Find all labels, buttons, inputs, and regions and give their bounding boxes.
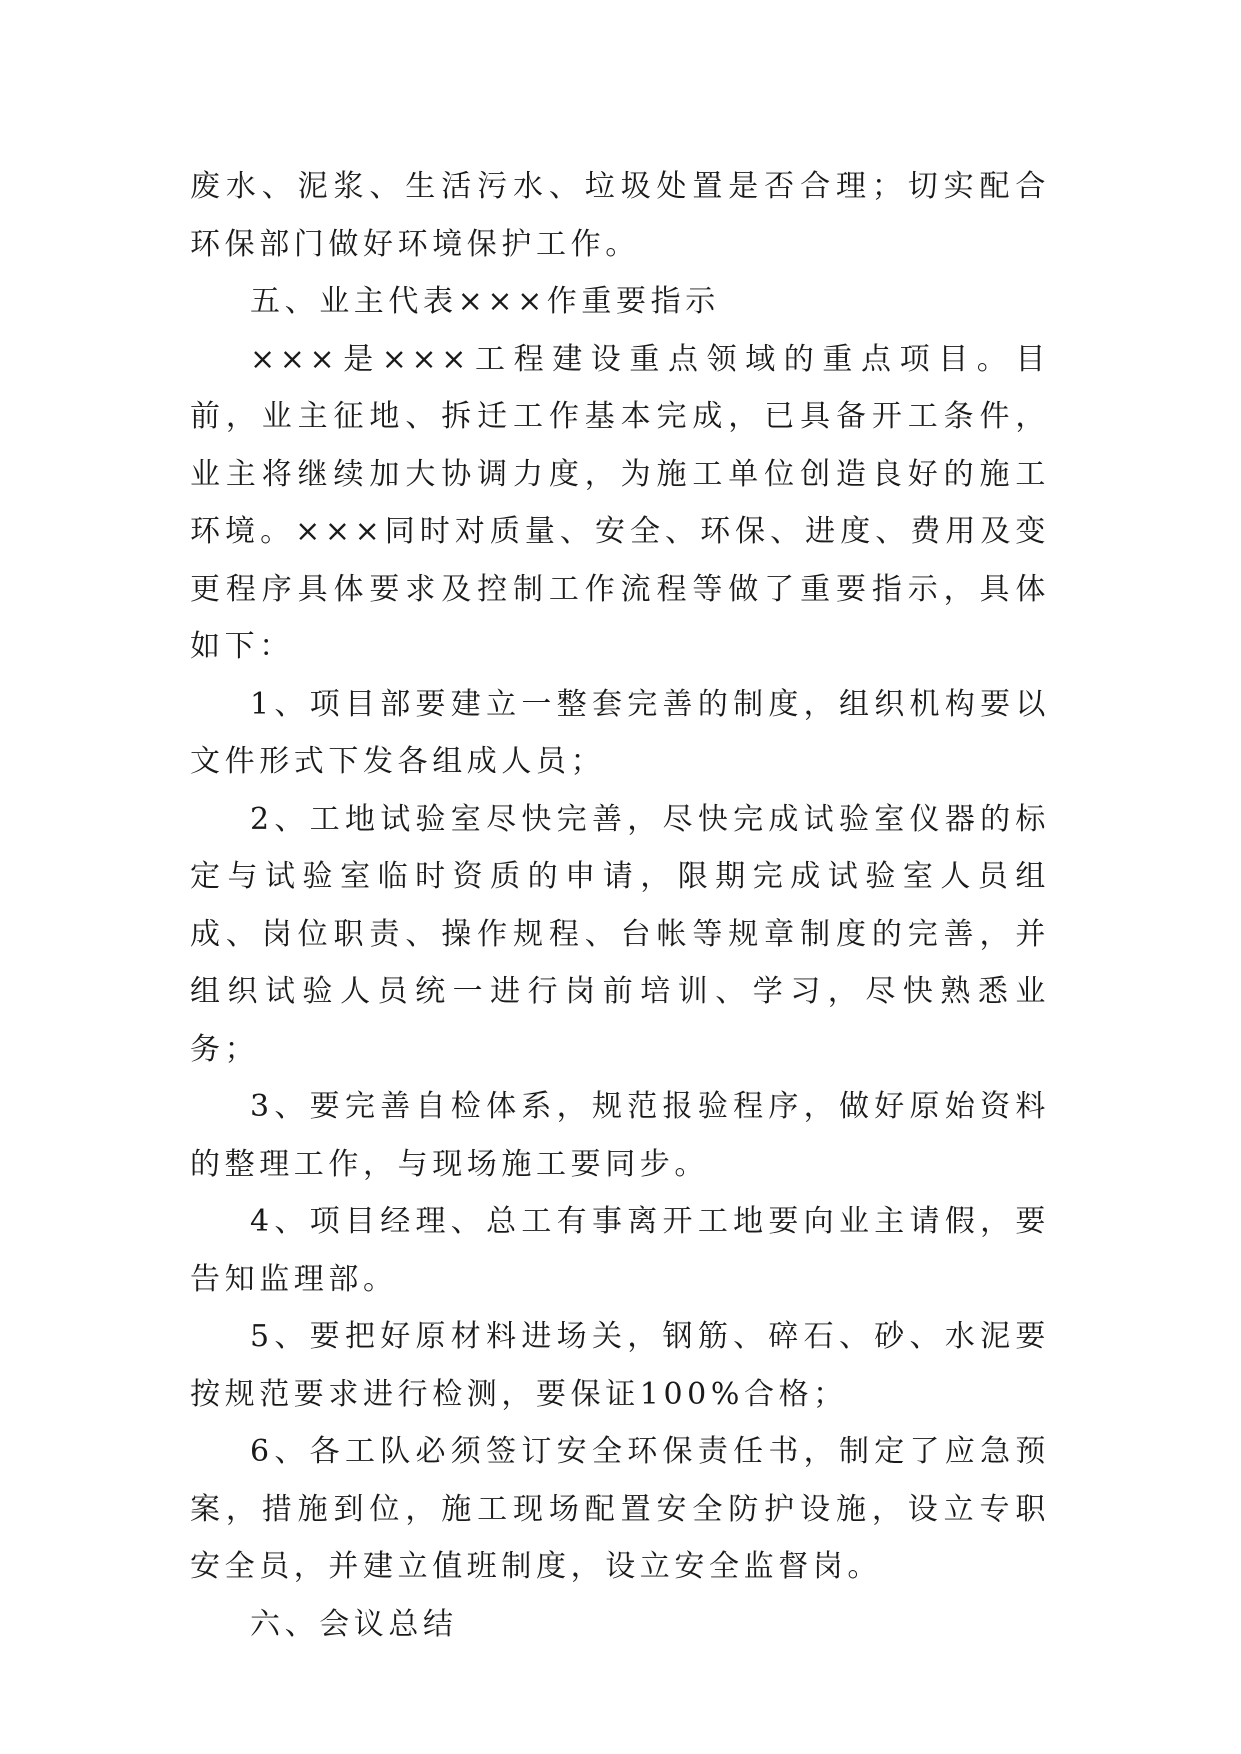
list-item-4: 4、项目经理、总工有事离开工地要向业主请假，要告知监理部。: [190, 1204, 1050, 1297]
list-item-6: 6、各工队必须签订安全环保责任书，制定了应急预案，措施到位，施工现场配置安全防护设施，设立专职安全员，并建立值班制度，设立安全监督岗。: [190, 1434, 1050, 1584]
paragraph-owner-instructions: ×××是×××工程建设重点领域的重点项目。目前，业主征地、拆迁工作基本完成，已具备开工条件，业主将继续加大协调力度，为施工单位创造良好的施工环境。×××同时对质量、安全、环保、进度、费用及变更程序具体要求及控制工作流程等做了重要指示，具体如下：: [190, 341, 1050, 664]
section-heading-five: 五、业主代表×××作重要指示: [250, 284, 720, 319]
section-heading-six: 六、会议总结: [250, 1606, 458, 1642]
paragraph-environment: 废水、泥浆、生活污水、垃圾处置是否合理；切实配合环保部门做好环境保护工作。: [190, 169, 1050, 262]
list-item-2: 2、工地试验室尽快完善，尽快完成试验室仪器的标定与试验室临时资质的申请，限期完成试验室人员组成、岗位职责、操作规程、台帐等规章制度的完善，并组织试验人员统一进行岗前培训、学习，尽快熟悉业务；: [190, 801, 1050, 1067]
list-item-5: 5、要把好原材料进场关，钢筋、碎石、砂、水泥要按规范要求进行检测，要保证100%合格；: [190, 1319, 1050, 1412]
list-item-3: 3、要完善自检体系，规范报验程序，做好原始资料的整理工作，与现场施工要同步。: [190, 1089, 1050, 1182]
document-body: [190, 158, 1050, 1653]
list-item-1: 1、项目部要建立一整套完善的制度，组织机构要以文件形式下发各组成人员；: [190, 686, 1050, 779]
